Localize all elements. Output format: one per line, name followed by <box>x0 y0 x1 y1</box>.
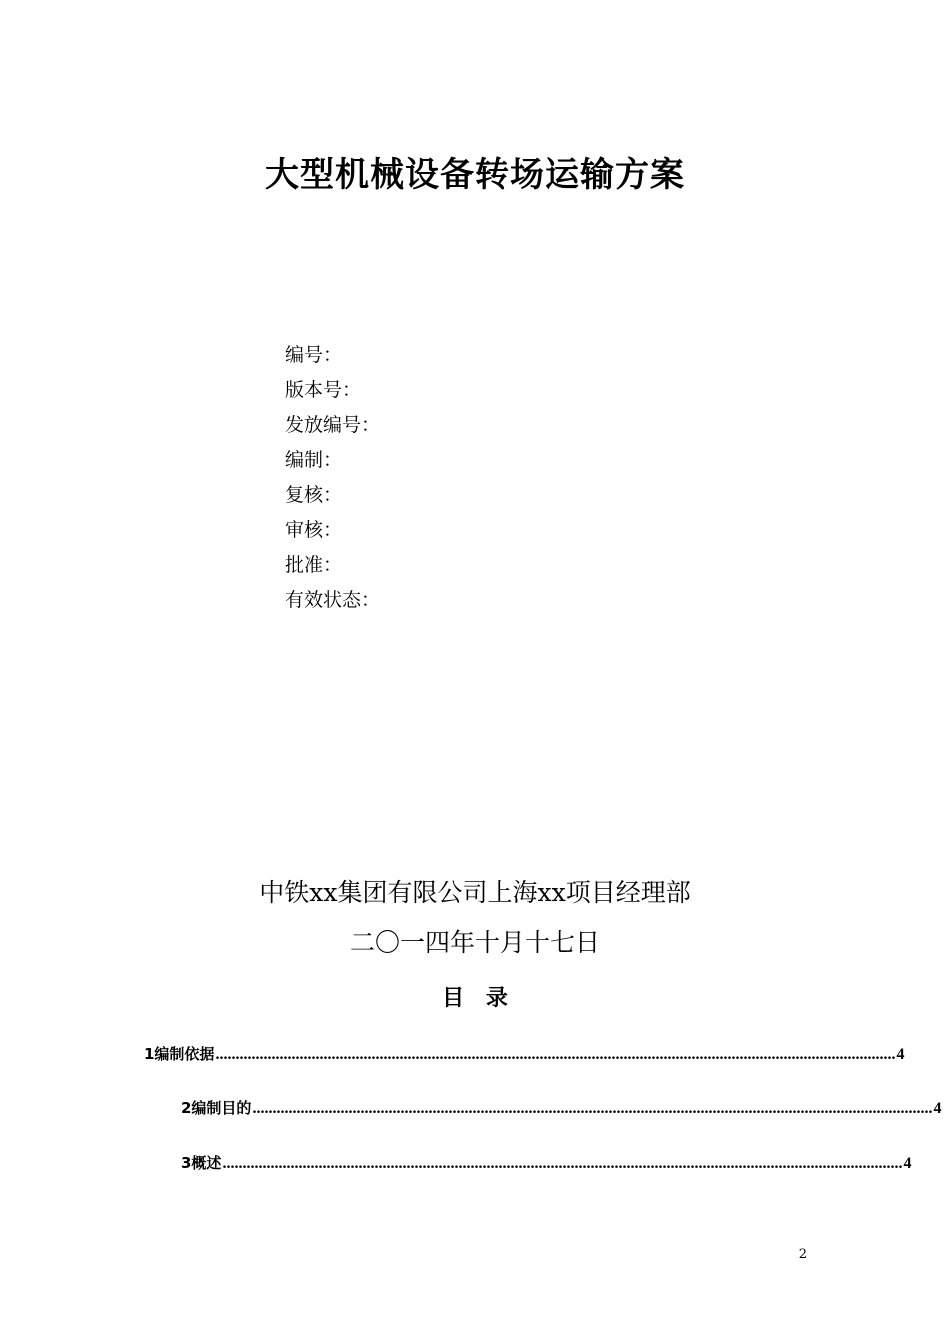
meta-field-number: 编号： <box>285 344 343 366</box>
toc-entry-page: 4 <box>933 1100 942 1117</box>
document-title: 大型机械设备转场运输方案 <box>265 155 685 195</box>
toc-entry-page: 4 <box>903 1155 912 1172</box>
toc-entry[interactable] <box>144 1042 905 1067</box>
organization-name: 中铁xx集团有限公司上海xx项目经理部 <box>259 878 691 907</box>
toc-entry-label: 1编制依据 <box>144 1045 215 1063</box>
toc-entry-page: 4 <box>896 1046 905 1063</box>
meta-field-version: 版本号： <box>285 379 362 401</box>
toc-dot-leader: .......................................................................................................................................................................... <box>215 1046 896 1063</box>
toc-entry[interactable] <box>181 1151 912 1176</box>
toc-dot-leader: .......................................................................................................................................................................... <box>222 1155 903 1172</box>
toc-entry-label: 2编制目的 <box>181 1099 252 1117</box>
toc-dot-leader: .......................................................................................................................................................................... <box>252 1100 933 1117</box>
page-number: 2 <box>798 1247 807 1262</box>
meta-field-prepared-by: 编制： <box>285 449 343 471</box>
meta-field-approved-by: 批准： <box>285 554 343 576</box>
meta-field-distribution-number: 发放编号： <box>285 414 381 436</box>
meta-field-reviewed-by: 审核： <box>285 519 343 541</box>
meta-field-checked-by: 复核： <box>285 484 343 506</box>
document-meta-list <box>285 338 380 618</box>
toc-entry-label: 3概述 <box>181 1154 222 1172</box>
meta-field-validity-status: 有效状态： <box>285 589 381 611</box>
toc-heading: 目 录 <box>442 986 508 1011</box>
document-date: 二〇一四年十月十七日 <box>349 928 600 957</box>
toc-entry[interactable] <box>181 1096 942 1121</box>
